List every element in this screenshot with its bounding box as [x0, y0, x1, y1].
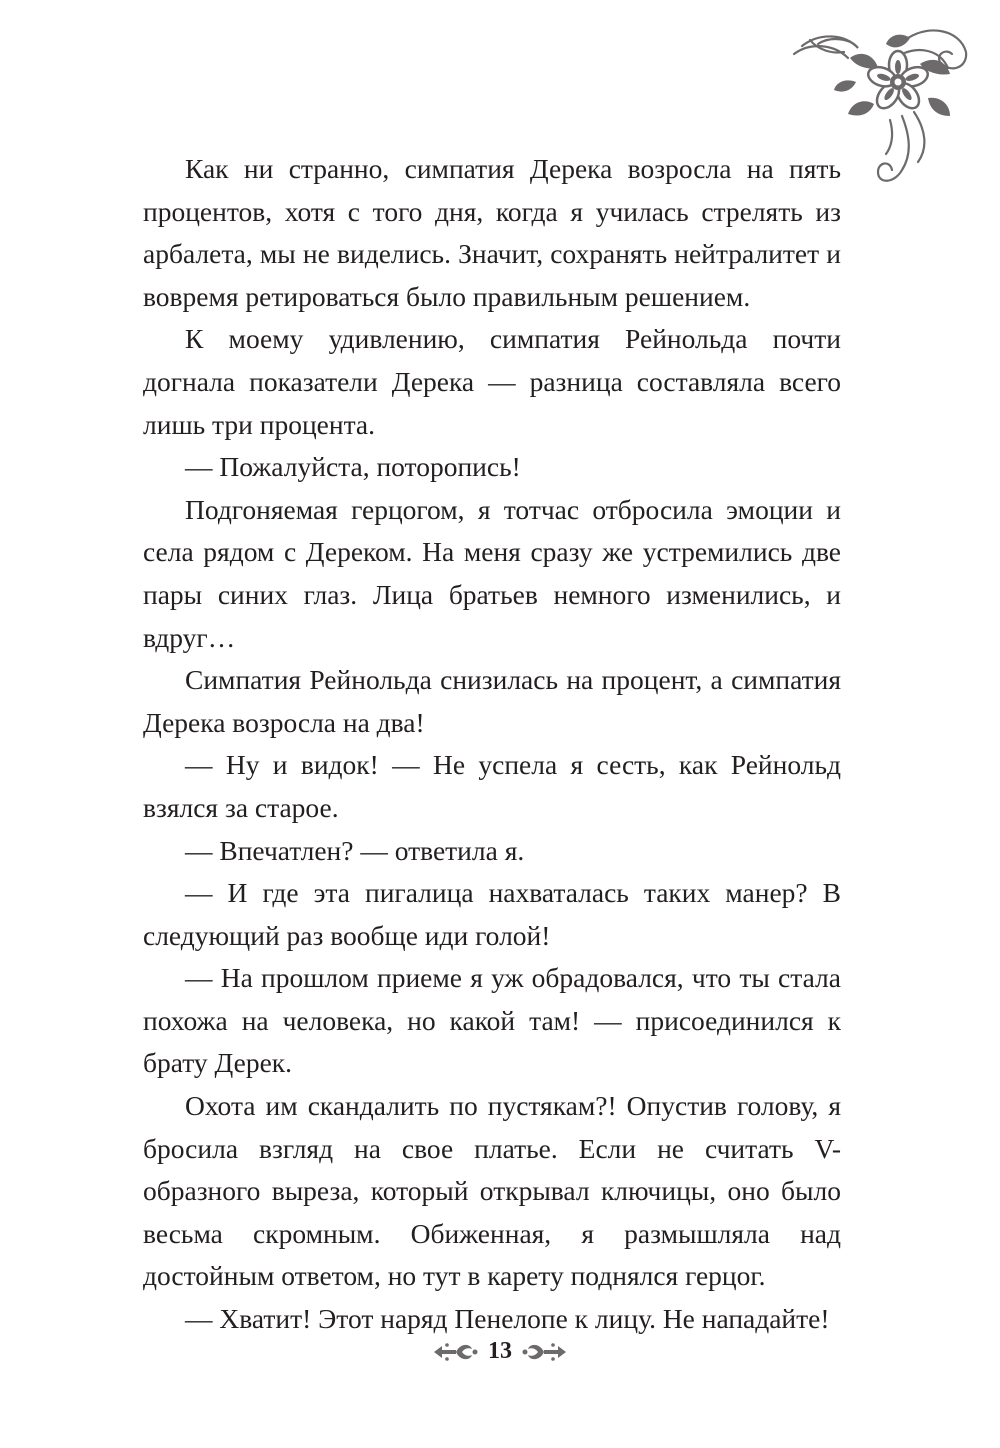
- paragraph-9: — На прошлом приеме я уж обрадовался, что ты стала похожа на человека, но какой там! — присоединился к брату Дерек.: [143, 962, 841, 1079]
- paragraph-7: — Впечатлен? — ответила я.: [185, 834, 525, 866]
- page-number: 13: [488, 1338, 512, 1364]
- page-footer: [0, 1338, 1000, 1365]
- paragraph-5: Симпатия Рейнольда снизилась на процент, а симпатия Дерека возросла на два!: [143, 664, 841, 738]
- paragraph-3: — Пожалуйста, поторопись!: [185, 451, 521, 483]
- paragraph-4: Подгоняемая герцогом, я тотчас отбросила эмоции и села рядом с Дереком. На меня сразу же устремились две пары синих глаз. Лица братьев немного изменились, и вдруг…: [143, 493, 841, 653]
- body-text: [143, 148, 841, 1341]
- paragraph-6: — Ну и видок! — Не успела я сесть, как Рейнольд взялся за старое.: [143, 749, 841, 823]
- paragraph-11: — Хватит! Этот наряд Пенелопе к лицу. Не нападайте!: [185, 1303, 830, 1335]
- paragraph-10: Охота им скандалить по пустякам?! Опустив голову, я бросила взгляд на свое платье. Если не считать V-образного выреза, который открывал ключицы, оно было весьма скромным. Обиженная, я размышляла над достойным ответом, но тут в карету поднялся герцог.: [143, 1090, 841, 1292]
- folio-left-ornament-icon: [432, 1341, 478, 1363]
- paragraph-2: К моему удивлению, симпатия Рейнольда почти догнала показатели Дерека — разница составляла всего лишь три процента.: [143, 323, 841, 440]
- folio-right-ornament-icon: [522, 1341, 568, 1363]
- paragraph-1: Как ни странно, симпатия Дерека возросла на пять процентов, хотя с того дня, когда я училась стрелять из арбалета, мы не виделись. Значит, сохранять нейтралитет и вовремя ретироваться было правильным решением.: [143, 153, 841, 312]
- paragraph-8: — И где эта пигалица нахваталась таких манер? В следующий раз вообще иди голой!: [143, 877, 841, 951]
